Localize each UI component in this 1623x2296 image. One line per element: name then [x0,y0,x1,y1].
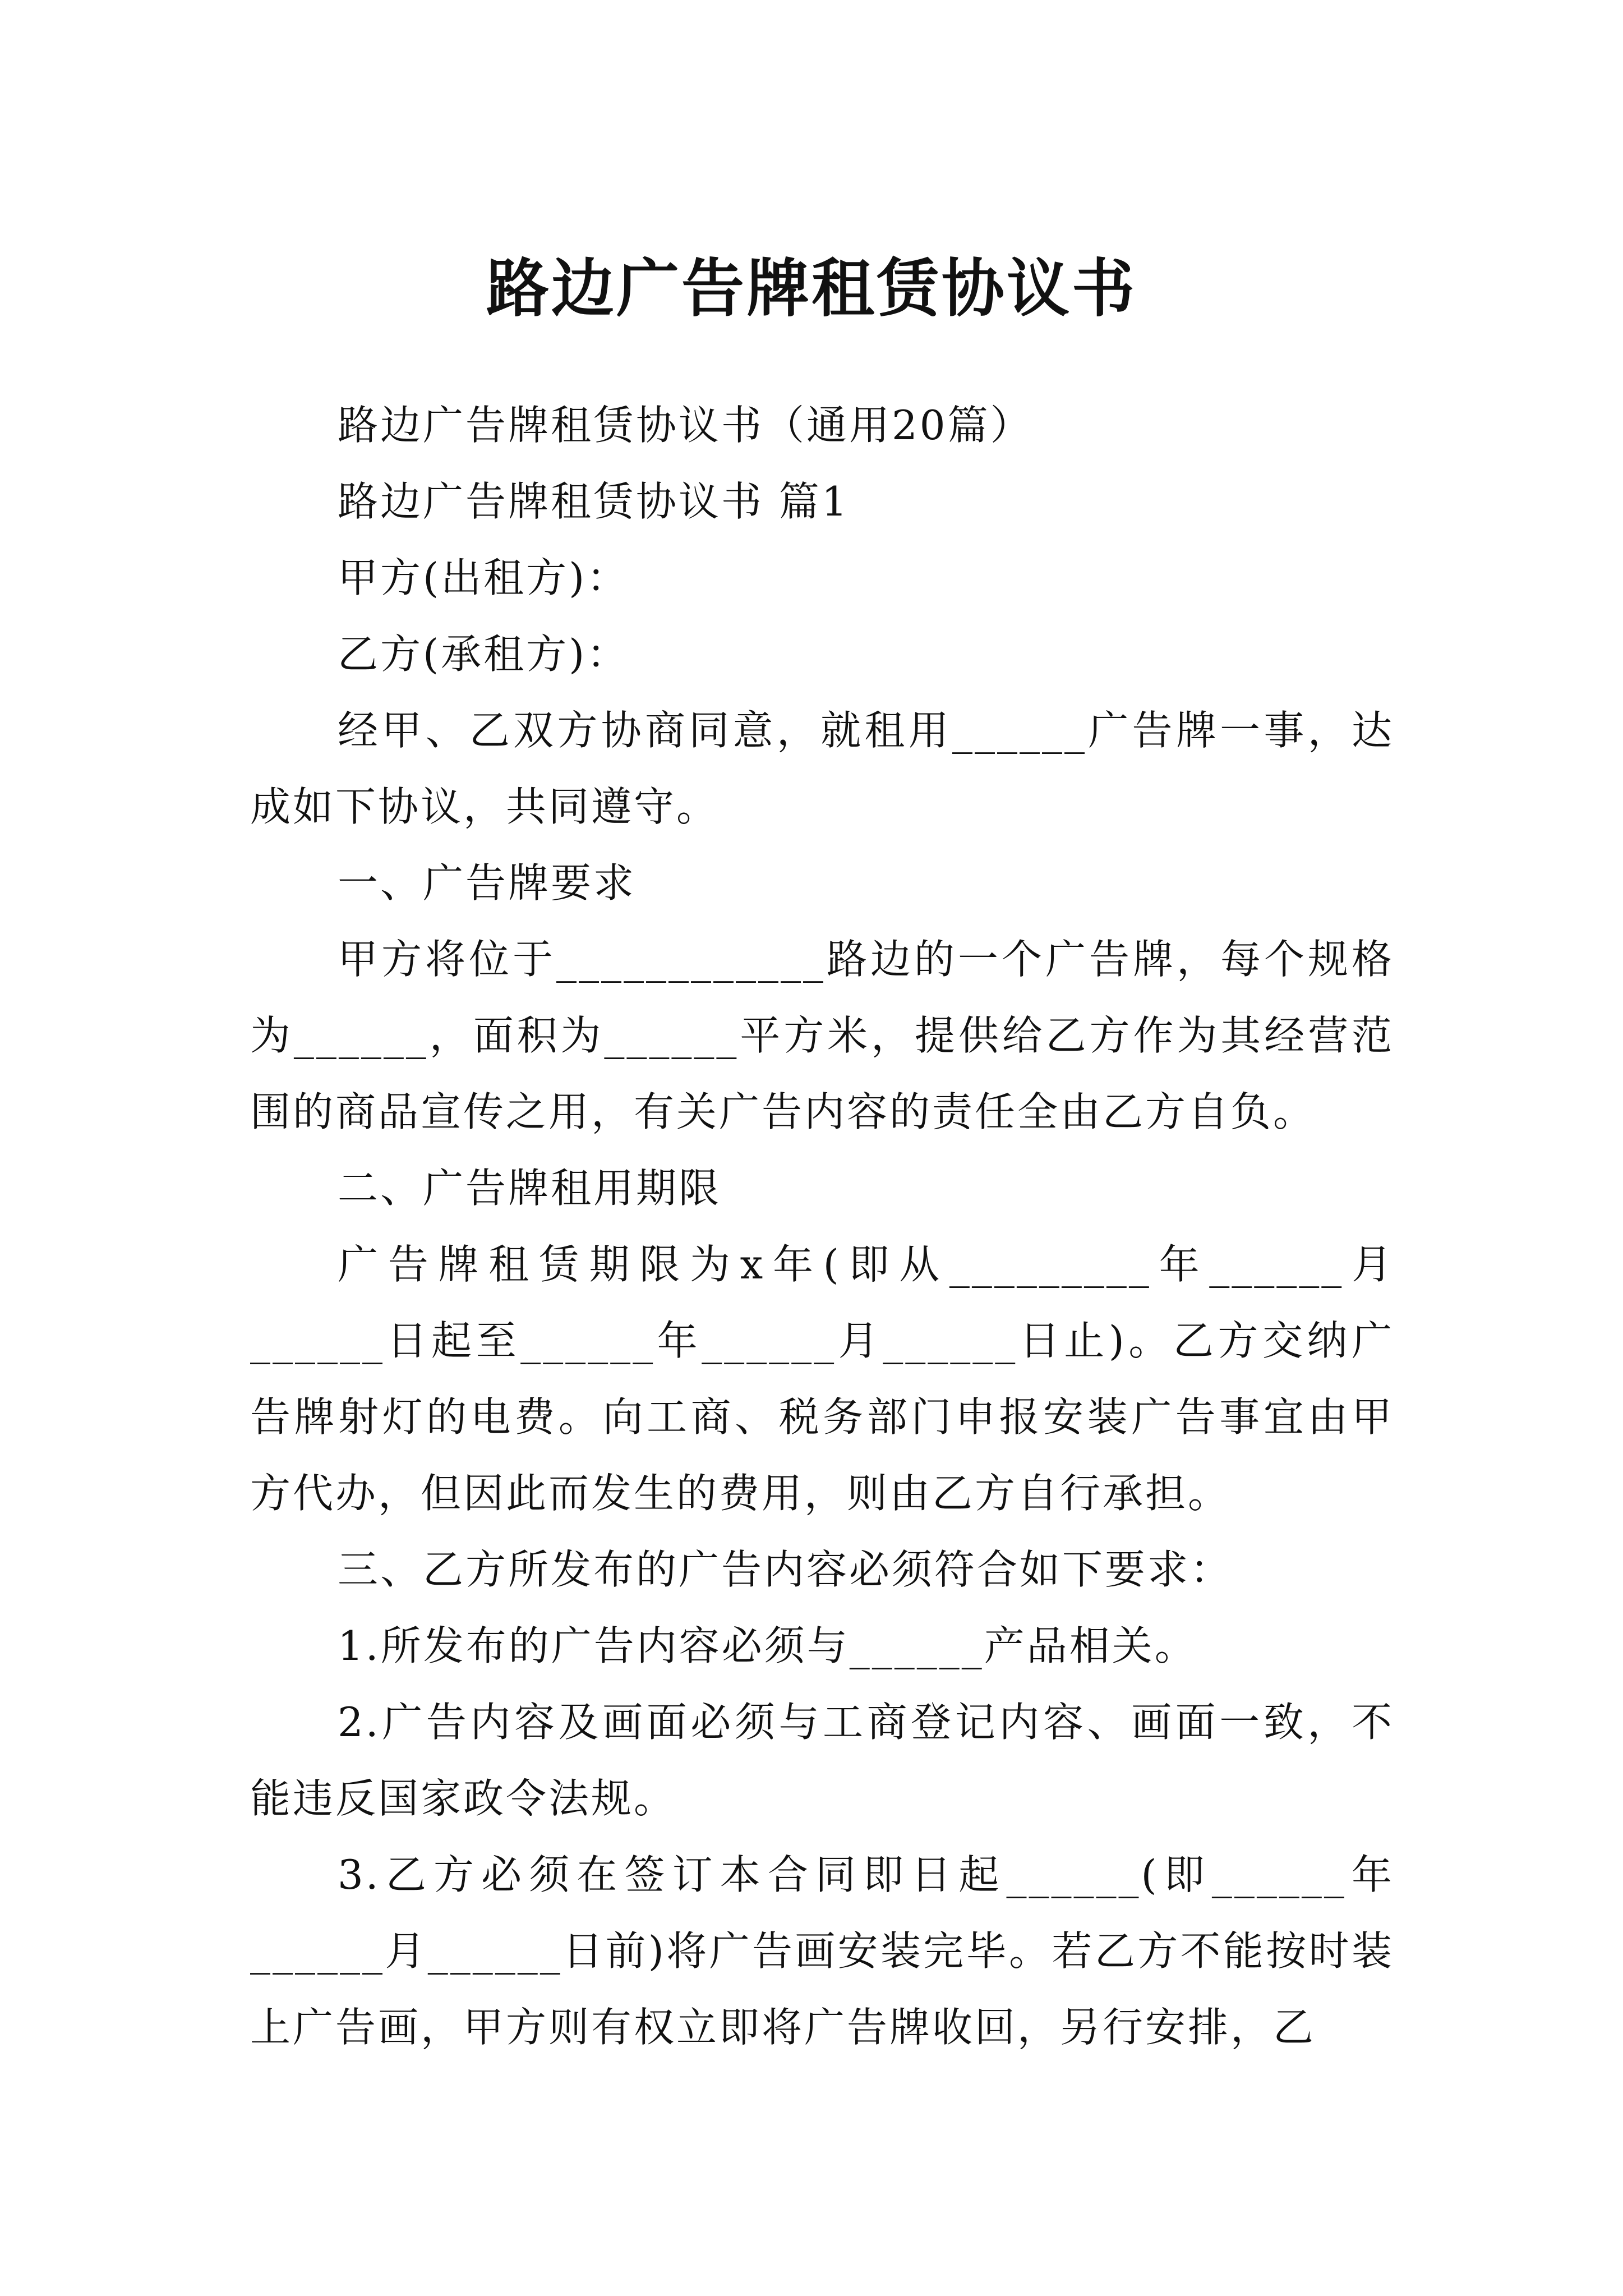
section-heading: 一、广告牌要求 [338,859,637,907]
list-item: 3.乙方必须在签订本合同即日起______(即______年______月______日前)将广告画安装完毕。若乙方不能按时装上广告画，甲方则有权立即将广告牌收回，另行安排，乙 [250,1851,1394,2051]
paragraph: 甲方将位于____________路边的一个广告牌，每个规格为______，面积为______平方米，提供给乙方作为其经营范围的商品宣传之用，有关广告内容的责任全由乙方自负。 [250,936,1394,1135]
paragraph: 路边广告牌租赁协议书（通用20篇） [338,402,1033,449]
paragraph: 经甲、乙双方协商同意，就租用______广告牌一事，达成如下协议，共同遵守。 [250,707,1394,830]
document-title: 路边广告牌租赁协议书 [486,252,1137,326]
section-heading: 二、广告牌租用期限 [338,1165,722,1212]
paragraph: 乙方(承租方)： [338,631,630,678]
paragraph: 甲方(出租方)： [338,554,630,601]
paragraph: 路边广告牌租赁协议书 篇1 [338,478,850,525]
list-item: 1.所发布的广告内容必须与______产品相关。 [338,1622,1197,1669]
paragraph: 广告牌租赁期限为x年(即从_________年______月______日起至______年______月______日止)。乙方交纳广告牌射灯的电费。向工商、税务部门申报安装广告事宜由甲方代办，但因此而发生的费用，则由乙方自行承担。 [250,1241,1394,1517]
section-heading: 三、乙方所发布的广告内容必须符合如下要求： [338,1546,1233,1593]
document-body [250,387,1394,2065]
list-item: 2.广告内容及画面必须与工商登记内容、画面一致，不能违反国家政令法规。 [250,1699,1394,1822]
